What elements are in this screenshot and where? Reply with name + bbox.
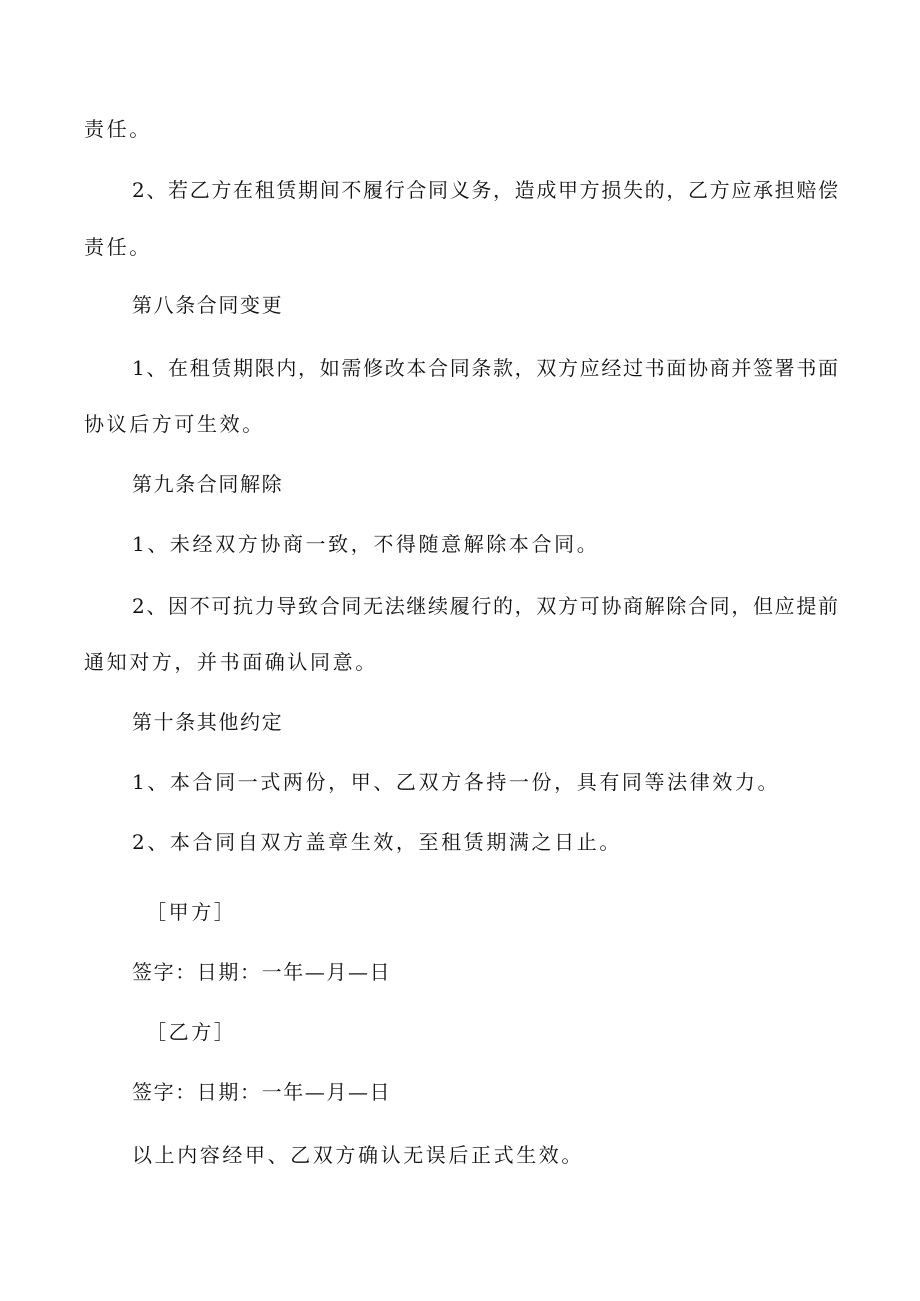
text-line: 通知对方，并书面确认同意。 bbox=[84, 650, 378, 674]
section-heading: 第八条合同变更 bbox=[132, 293, 284, 317]
signature-date-line: 签字：日期：一年—月—日 bbox=[132, 960, 392, 984]
text-line: 2、本合同自双方盖章生效，至租赁期满之日止。 bbox=[132, 830, 622, 854]
party-a-label: ［甲方］ bbox=[146, 900, 237, 924]
signature-date-line: 签字：日期：一年—月—日 bbox=[132, 1080, 392, 1104]
text-line: 协议后方可生效。 bbox=[84, 412, 265, 436]
text-line: 责任。 bbox=[84, 235, 152, 259]
text-line: 1、在租赁期限内，如需修改本合同条款，双方应经过书面协商并签署书面 bbox=[132, 356, 838, 380]
section-heading: 第十条其他约定 bbox=[132, 710, 284, 734]
text-line: 1、本合同一式两份，甲、乙双方各持一份，具有同等法律效力。 bbox=[132, 770, 781, 794]
text-line: 1、未经双方协商一致，不得随意解除本合同。 bbox=[132, 532, 600, 556]
party-b-label: ［乙方］ bbox=[146, 1020, 237, 1044]
closing-note: 以上内容经甲、乙双方确认无误后正式生效。 bbox=[132, 1143, 584, 1167]
section-heading: 第九条合同解除 bbox=[132, 472, 284, 496]
text-line: 责任。 bbox=[84, 117, 152, 141]
text-line: 2、若乙方在租赁期间不履行合同义务，造成甲方损失的，乙方应承担赔偿 bbox=[132, 178, 838, 202]
text-line: 2、因不可抗力导致合同无法继续履行的，双方可协商解除合同，但应提前 bbox=[132, 594, 838, 618]
